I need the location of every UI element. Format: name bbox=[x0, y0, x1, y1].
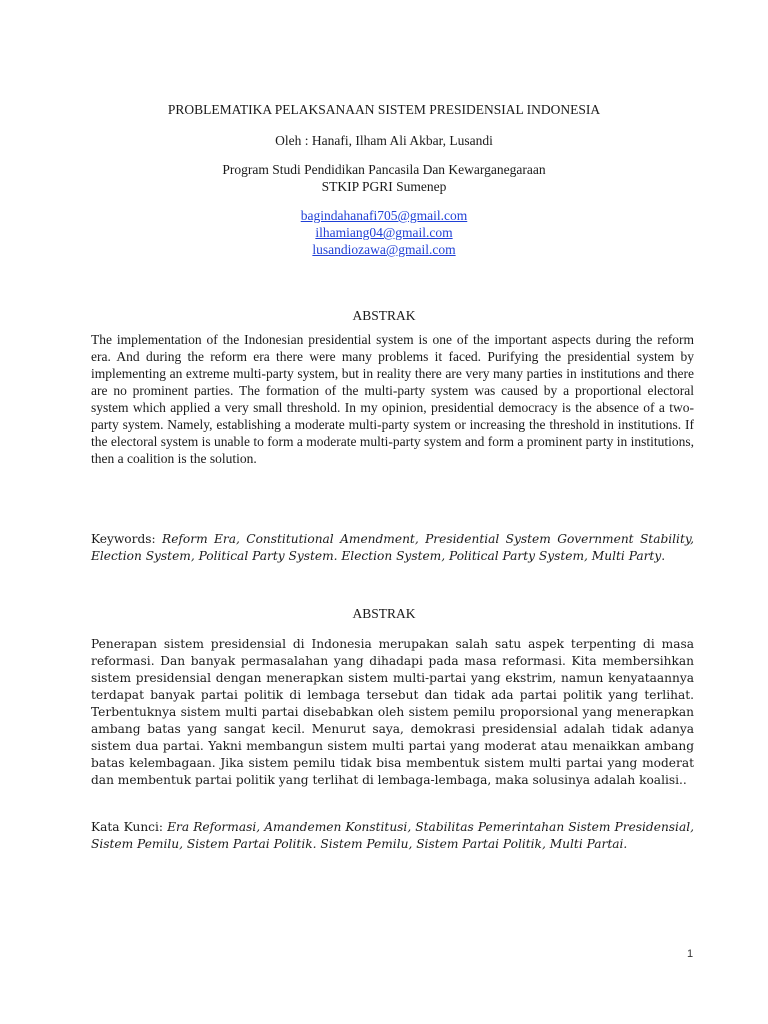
email-link-lusandi[interactable]: lusandiozawa@gmail.com bbox=[312, 242, 456, 257]
email-list bbox=[0, 207, 768, 258]
abstract-heading-indonesian: ABSTRAK bbox=[352, 606, 416, 621]
author-line: Oleh : Hanafi, Ilham Ali Akbar, Lusandi bbox=[275, 133, 493, 148]
keywords-label: Keywords: bbox=[91, 532, 163, 546]
affiliation-institution: STKIP PGRI Sumenep bbox=[321, 179, 447, 194]
abstract-text-english: The implementation of the Indonesian presidential system is one of the important aspects during the reform era. And during the reform era there were many problems it faced. Purifying the presidential system by implementing an extreme multi-party system, but in reality there are very many parties in institutions and there are no prominent parties. The formation of the multi-party system was caused by a proportional electoral system which applied a very small threshold. In my opinion, presidential democracy is the absence of a two-party system. Namely, establishing a moderate multi-party system or increasing the threshold in institutions. If the electoral system is unable to form a moderate multi-party system and form a prominent party in institutions, then a coalition is the solution. bbox=[91, 332, 694, 466]
kata-kunci-label: Kata Kunci: bbox=[91, 820, 168, 834]
email-link-ilham[interactable]: ilhamiang04@gmail.com bbox=[315, 225, 453, 240]
abstract-heading-english: ABSTRAK bbox=[352, 308, 416, 323]
document-title: PROBLEMATIKA PELAKSANAAN SISTEM PRESIDENSIAL INDONESIA bbox=[167, 102, 601, 117]
page-number: 1 bbox=[686, 948, 694, 960]
keywords-indonesian bbox=[91, 819, 694, 853]
keywords-list: Reform Era, Constitutional Amendment, Presidential System Government Stability, Election System, Political Party System. Election System, Political Party System, Multi Party bbox=[91, 532, 694, 563]
keywords-period: . bbox=[661, 549, 666, 563]
affiliation-program: Program Studi Pendidikan Pancasila Dan Kewarganegaraan bbox=[222, 162, 546, 177]
abstract-text-indonesian: Penerapan sistem presidensial di Indonesia merupakan salah satu aspek terpenting di masa reformasi. Dan banyak permasalahan yang dihadapi pada masa reformasi. Kita membersihkan sistem presidensial dengan menerapkan sistem multi-partai yang ekstrim, namun kenyataannya terdapat banyak partai politik di lembaga tersebut dan tidak ada partai politik yang terlihat. Terbentuknya sistem multi partai disebabkan oleh sistem pemilu proporsional yang menerapkan ambang batas yang sangat kecil. Menurut saya, demokrasi presidensial adalah tidak adanya sistem dua partai. Yakni membangun sistem multi partai yang moderat atau menaikkan ambang batas kelembagaan. Jika sistem pemilu tidak bisa membentuk sistem multi partai yang moderat dan membentuk partai politik yang terlihat di lembaga-lembaga, maka solusinya adalah koalisi.. bbox=[91, 637, 694, 787]
keywords-english bbox=[91, 531, 694, 565]
email-link-hanafi[interactable]: bagindahanafi705@gmail.com bbox=[300, 208, 468, 223]
kata-kunci-list: Era Reformasi, Amandemen Konstitusi, Stabilitas Pemerintahan Sistem Presidensial, Sistem Pemilu, Sistem Partai Politik. Sistem Pemilu, Sistem Partai Politik, Multi Partai. bbox=[91, 820, 694, 851]
